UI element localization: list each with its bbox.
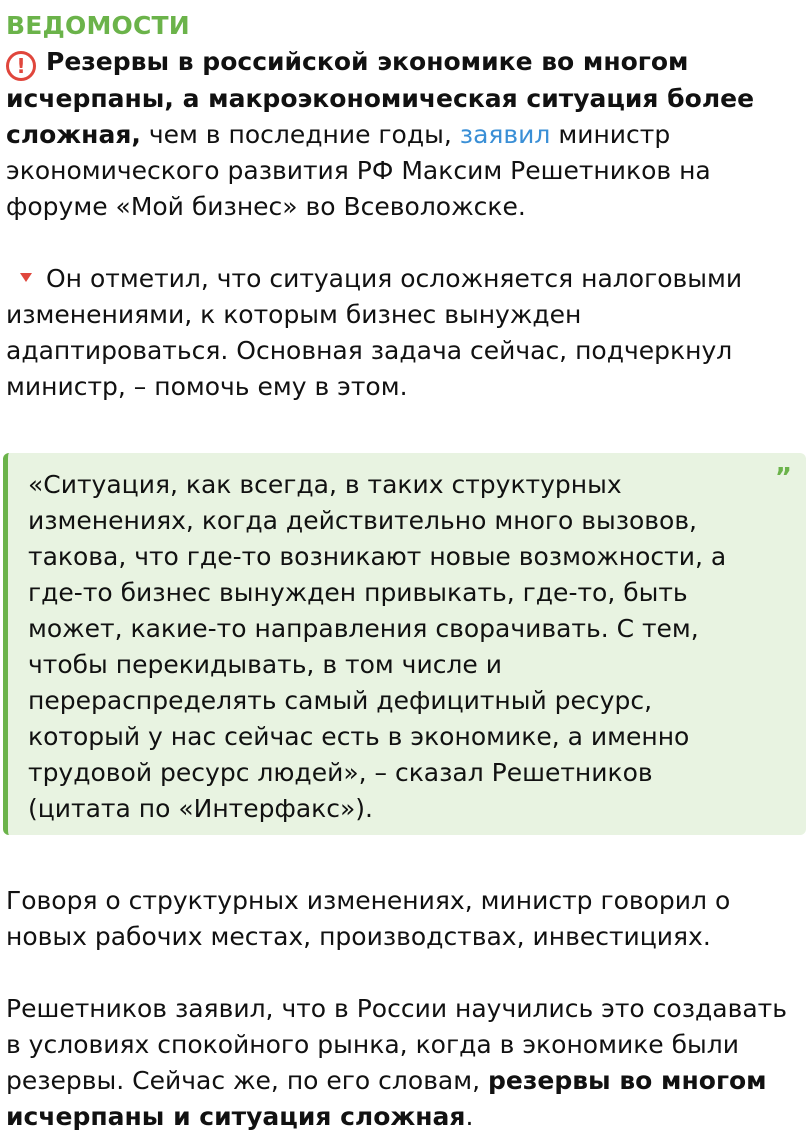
source-link[interactable]: заявил	[459, 120, 551, 149]
paragraph-4-text-after-bold: .	[465, 1102, 474, 1131]
exclamation-circle-icon: !	[6, 51, 36, 81]
paragraph-2	[6, 261, 806, 405]
channel-name[interactable]: ВЕДОМОСТИ	[6, 11, 190, 40]
quote-mark-icon: ”	[774, 463, 792, 493]
paragraph-3-text: Говоря о структурных изменениях, министр говорил о новых рабочих местах, производствах, инвестициях.	[6, 886, 731, 951]
blockquote	[3, 453, 806, 835]
message-post	[6, 0, 806, 1135]
paragraph-1-text-before-link: чем в последние годы,	[140, 120, 460, 149]
paragraph-1-text-after-link: министр экономического развития РФ Максим Решетников на форуме «Мой бизнес» во Всеволожске.	[6, 120, 711, 221]
red-triangle-down-icon	[20, 273, 32, 282]
paragraph-4	[6, 991, 806, 1135]
paragraph-1-bold: Резервы в российской экономике во многом исчерпаны, а макроэкономическая ситуация более сложная,	[6, 47, 755, 149]
paragraph-4-text-before-bold: Решетников заявил, что в России научились это создавать в условиях спокойного рынка, когда в экономике были резервы. Сейчас же, по его словам,	[6, 994, 787, 1095]
paragraph-1	[6, 44, 806, 225]
paragraph-2-text: Он отметил, что ситуация осложняется налоговыми изменениями, к которым бизнес вынужден адаптироваться. Основная задача сейчас, подчеркнул министр, – помочь ему в этом.	[6, 264, 743, 401]
quote-text: «Ситуация, как всегда, в таких структурных изменениях, когда действительно много вызовов, такова, что где-то возникают новые возможности, а где-то бизнес вынужден привыкать, где-то, быть может, какие-то направления сворачивать. С тем, чтобы перекидывать, в том числе и перераспределять самый дефицитный ресурс, который у нас сейчас есть в экономике, а именно трудовой ресурс людей», – сказал Решетников (цитата по «Интерфакс»).	[28, 470, 727, 823]
paragraph-3	[6, 883, 806, 955]
paragraph-4-bold: резервы во многом исчерпаны и ситуация сложная	[6, 1066, 767, 1131]
